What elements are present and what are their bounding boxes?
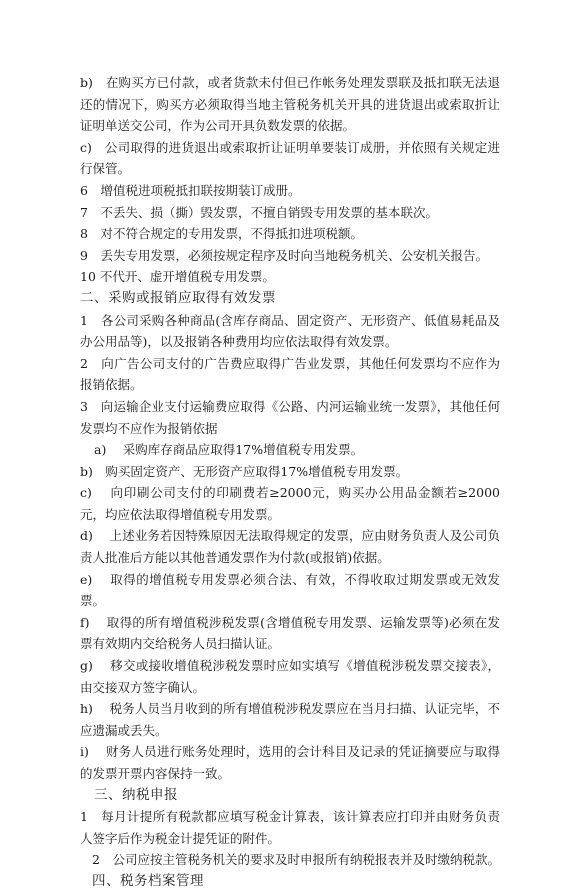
section-heading-2: 二、采购或报销应取得有效发票 [80,289,276,306]
paragraph-s3-2: 2 公司应按主管税务机关的要求及时申报所有纳税报表并及时缴纳税款。 [92,852,500,868]
paragraph-s3-1: 1 每月计提所有税款都应填写税金计算表，该计算表应打印并由财务负责人签字后作为税金计提凭证的附件。 [80,809,500,846]
paragraph-s2-3e: e) 取得的增值税专用发票必须合法、有效，不得收取过期发票或无效发票。 [80,571,500,609]
paragraph-s2-3b: b) 购买固定资产、无形资产应取得17%增值税专用发票。 [80,463,409,479]
paragraph-s2-3h: h) 税务人员当月收到的所有增值税涉税发票应在当月扫描、认证完毕，不应遗漏或丢失。 [80,701,500,738]
paragraph-s2-1: 1 各公司采购各种商品(含库存商品、固定资产、无形资产、低值易耗品及办公用品等)，以及报销各种费用均应依法取得有效发票。 [80,312,500,350]
paragraph-7: 7 不丢失、损（撕）毁发票，不擅自销毁专用发票的基本联次。 [80,204,438,220]
paragraph-s2-2: 2 向广告公司支付的广告费应取得广告业发票，其他任何发票均不应作为报销依据。 [80,355,500,393]
paragraph-s2-3f: f) 取得的所有增值税涉税发票(含增值税专用发票、运输发票等)必须在发票有效期内交给税务人员扫描认证。 [80,614,500,652]
paragraph-s2-3c: c) 向印刷公司支付的印刷费若≥2000元，购买办公用品金额若≥2000元，均应依法取得增值税专用发票。 [80,485,500,522]
document-page [80,72,500,893]
paragraph-10: 10 不代开、虚开增值税专用发票。 [80,269,275,285]
paragraph-9: 9 丢失专用发票，必须按规定程序及时向当地税务机关、公安机关报告。 [80,247,488,263]
paragraph-3b: b) 在购买方已付款，或者货款未付但已作帐务处理发票联及抵扣联无法退还的情况下，购买方必须取得当地主管税务机关开具的进货退出或索取折让证明单送交公司，作为公司开具负数发票的依据。 [80,75,500,134]
paragraph-8: 8 对不符合规定的专用发票，不得抵扣进项税额。 [80,226,363,242]
paragraph-s2-3a: a) 采购库存商品应取得17%增值税专用发票。 [94,442,364,458]
paragraph-s2-3: 3 向运输企业支付运输费应取得《公路、内河运输业统一发票》，其他任何发票均不应作为报销依据 [80,398,500,436]
paragraph-3c: c) 公司取得的进货退出或索取折让证明单要装订成册，并依照有关规定进行保管。 [80,139,500,177]
paragraph-s2-3g: g) 移交或接收增值税涉税发票时应如实填写《增值税涉税发票交接表》，由交接双方签字确认。 [80,658,500,695]
paragraph-6: 6 增值税进项税抵扣联按期装订成册。 [80,182,301,198]
paragraph-s2-3d: d) 上述业务若因特殊原因无法取得规定的发票，应由财务负责人及公司负责人批准后方能以其他普通发票作为付款(或报销)依据。 [80,528,500,566]
section-heading-4: 四、税务档案管理 [92,872,204,889]
section-heading-3: 三、纳税申报 [94,786,178,803]
paragraph-s2-3i: i) 财务人员进行账务处理时，选用的会计科目及记录的凭证摘要应与取得的发票开票内容保持一致。 [80,744,500,781]
